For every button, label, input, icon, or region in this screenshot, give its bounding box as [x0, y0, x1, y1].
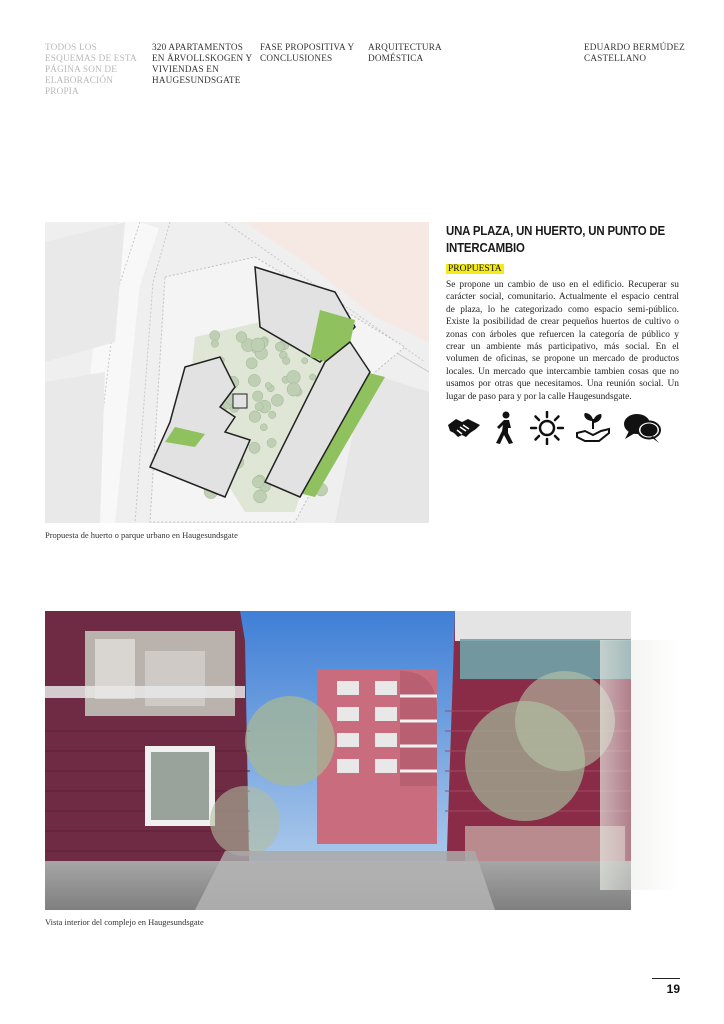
courtyard-tree	[287, 383, 300, 396]
courtyard-tree	[249, 411, 261, 423]
icon-row	[446, 410, 661, 446]
speech-bubbles-icon	[623, 412, 661, 444]
courtyard-tree	[287, 371, 301, 385]
courtyard-tree	[251, 338, 265, 352]
courtyard-tree	[249, 442, 260, 453]
courtyard-tree	[275, 342, 284, 351]
page-number: 19	[666, 982, 680, 996]
header-phase: FASE PROPOSITIVA Y CONCLUSIONES	[260, 42, 354, 63]
header-subject: ARQUITECTURA DOMÉSTICA	[368, 42, 442, 63]
proposal-body: Se propone un cambio de uso en el edificio. Recuperar su carácter social, comunitario. Actualmente el espacio central de plaza, lo he categorizado como espacio semi-público. Existe la posibilidad de crear pequeños huertos de cultivo o zonas con árboles que refuercen la categoría de público y crear un ambiente más participativo, más social. En el volumen de oficinas, se propone un mercado de productos locales. Un mercado que intercambie tambien cosas que no usamos por otras que necesitamos. Una reunión social. Un lugar de paso para y por la calle Haugesundsgate.	[446, 280, 679, 402]
courtyard-tree	[252, 476, 264, 488]
plan-caption: Propuesta de huerto o parque urbano en Haugesundsgate	[45, 530, 238, 540]
header-author: EDUARDO BERMÚDEZ CASTELLANO	[584, 42, 685, 63]
courtyard-tree	[253, 391, 263, 401]
courtyard-tree	[255, 403, 263, 411]
courtyard-tree	[254, 490, 267, 503]
proposal-label: PROPUESTA	[448, 264, 502, 274]
courtyard-tree	[310, 374, 316, 380]
courtyard-tree	[248, 374, 260, 386]
walking-person-icon	[494, 411, 518, 445]
sun-icon	[530, 411, 564, 445]
courtyard-tree	[265, 382, 271, 388]
courtyard-tree	[210, 331, 220, 341]
header-note: TODOS LOS ESQUEMAS DE ESTA PÁGINA SON DE ELABORACIÓN PROPIA	[45, 42, 137, 96]
page-number-rule	[652, 978, 680, 979]
site-plan-image	[45, 222, 429, 523]
hand-plant-icon	[575, 411, 611, 445]
courtyard-tree	[269, 411, 276, 418]
courtyard-tree	[271, 394, 283, 406]
courtyard-tree	[282, 357, 290, 365]
courtyard-tree	[246, 358, 257, 369]
courtyard-tree	[260, 424, 267, 431]
header-project: 320 APARTAMENTOS EN ÅRVOLLSKOGEN Y VIVIENDAS EN HAUGESUNDSGATE	[152, 42, 252, 85]
photo-fade-overlay	[600, 640, 680, 890]
courtyard-tree	[236, 332, 247, 343]
proposal-block	[446, 222, 679, 403]
courtyard-tree	[211, 340, 218, 347]
courtyard-tree	[302, 358, 308, 364]
courtyard-tree	[267, 438, 276, 447]
proposal-title: UNA PLAZA, UN HUERTO, UN PUNTO DE INTERCAMBIO	[446, 223, 665, 255]
photo-caption: Vista interior del complejo en Haugesundsgate	[45, 917, 204, 927]
handshake-icon	[446, 413, 482, 443]
courtyard-photo	[45, 611, 631, 910]
